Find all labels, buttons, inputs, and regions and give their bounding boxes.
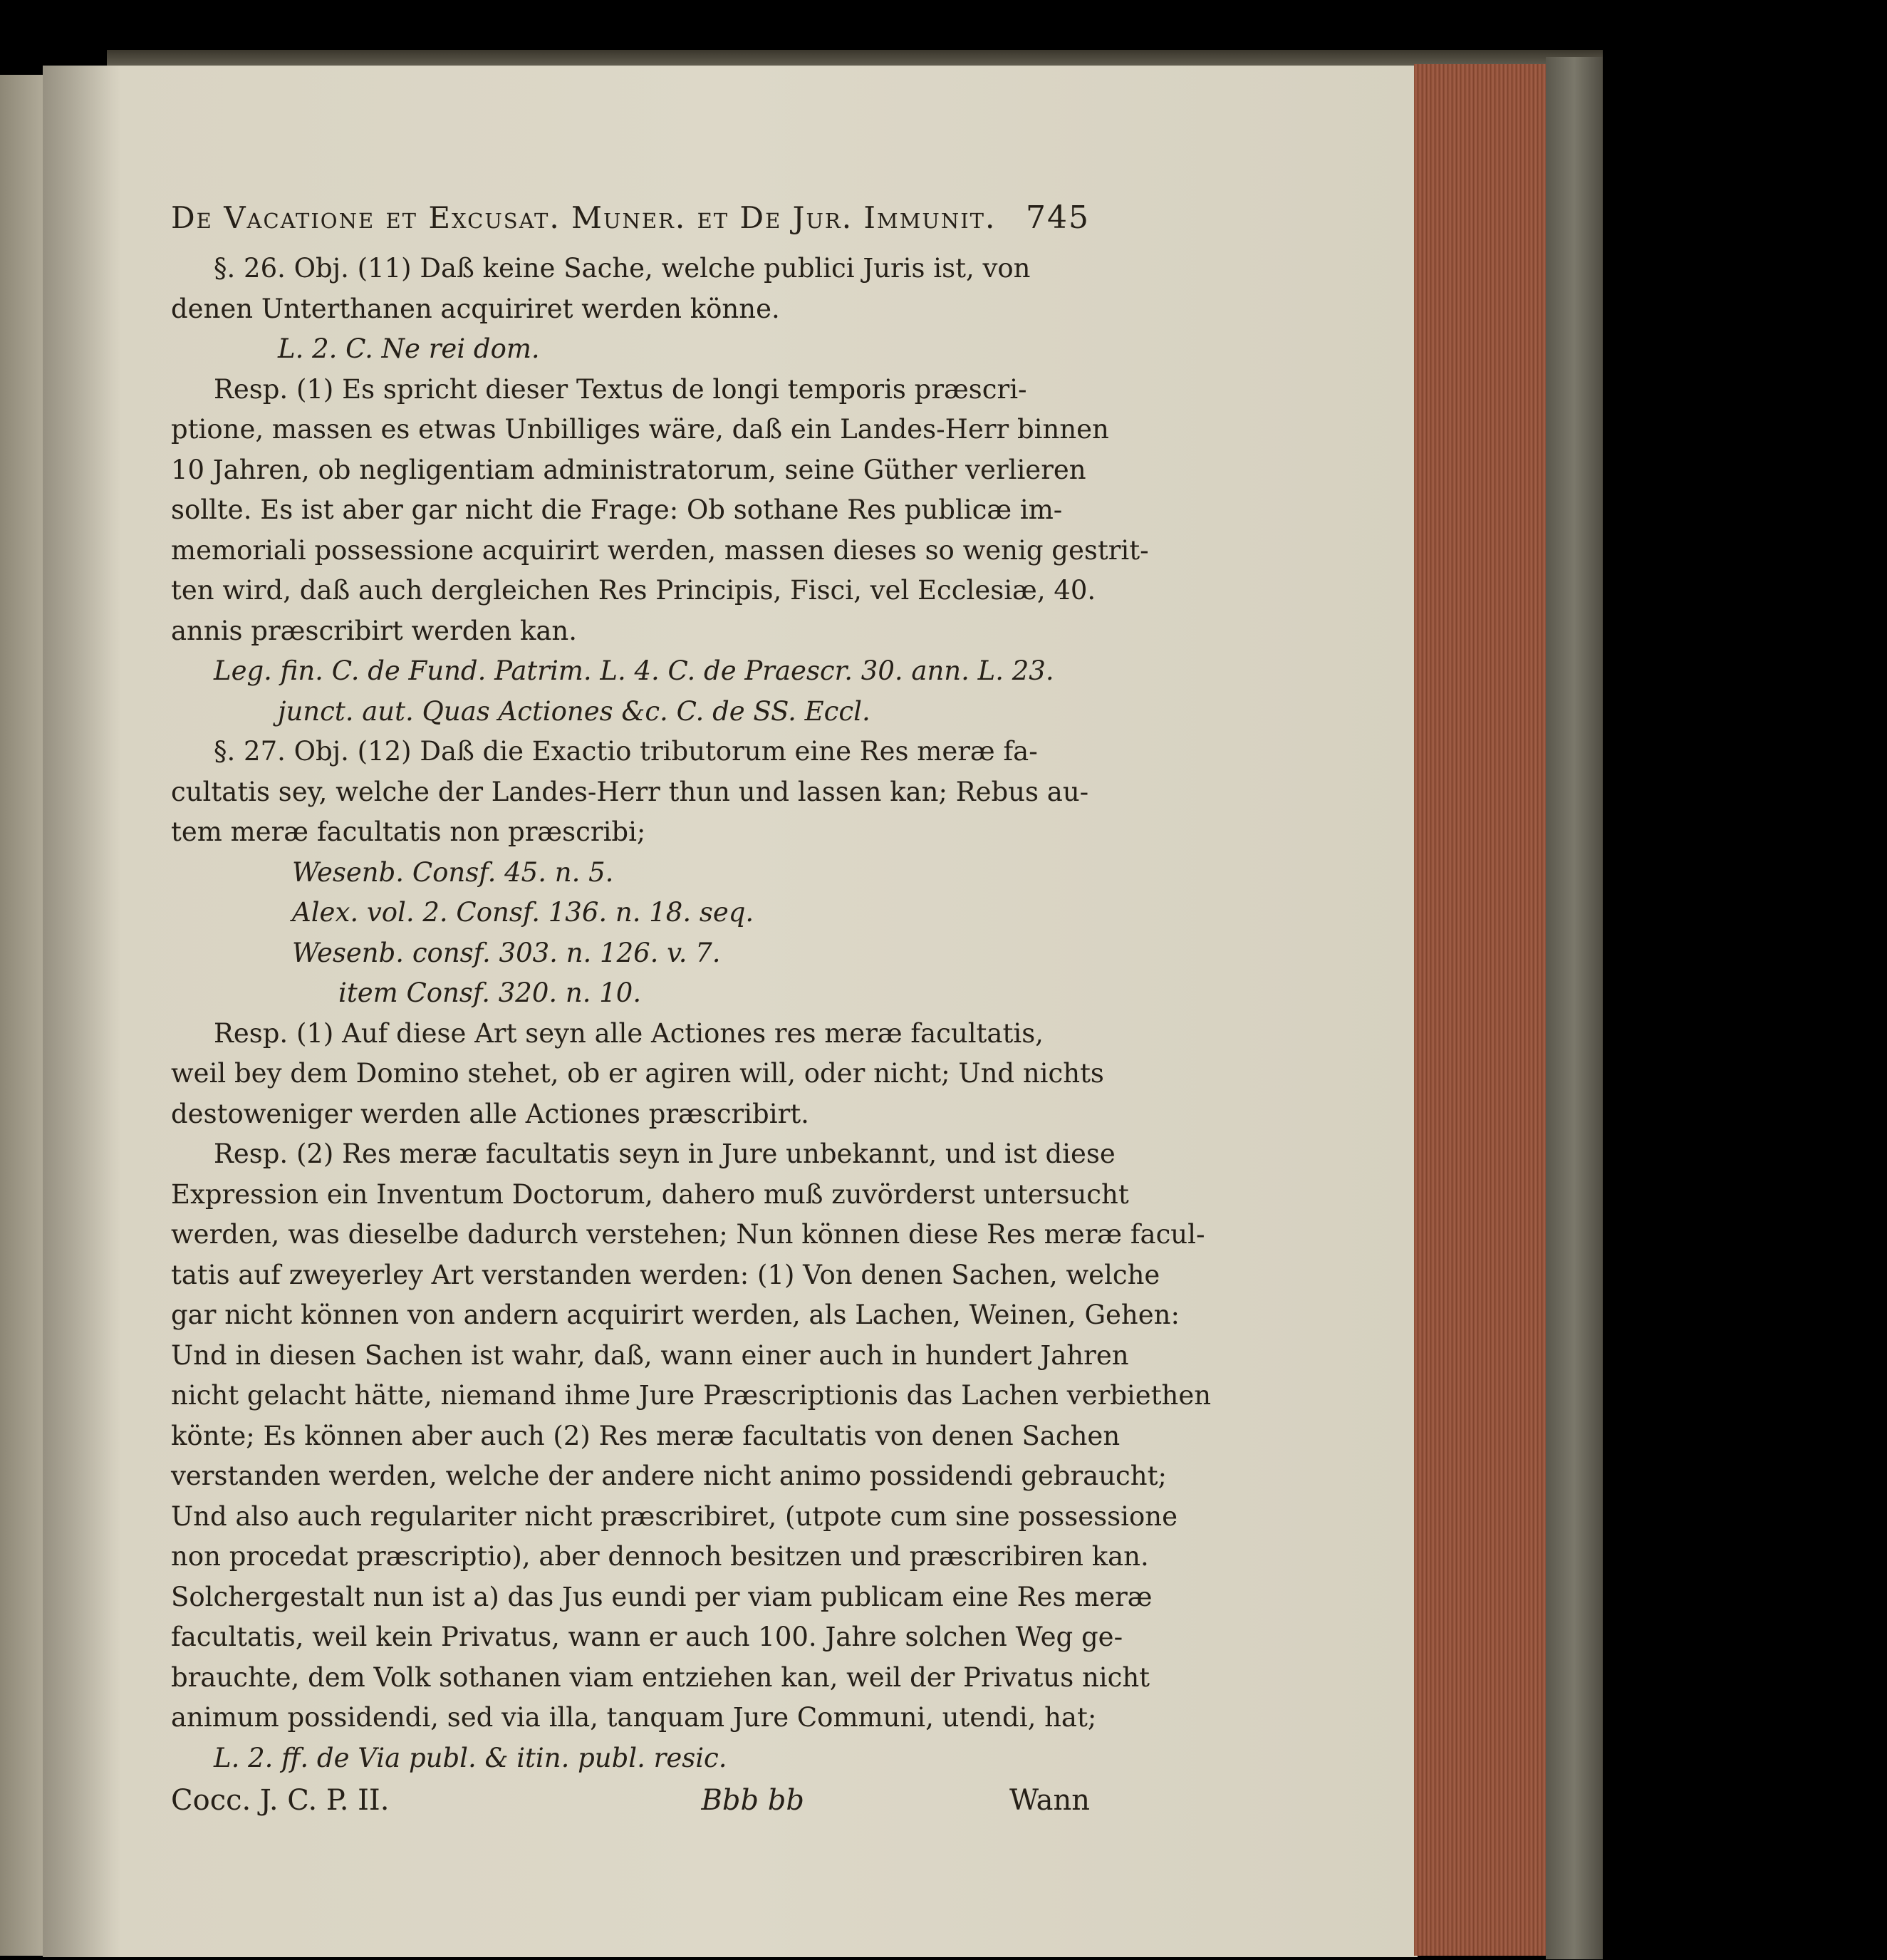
text-line: animum possidendi, sed via illa, tanquam Jure Communi, utendi, hat;: [171, 1702, 1097, 1733]
text-line: brauchte, dem Volk sothanen viam entziehen kan, weil der Privatus nicht: [171, 1661, 1150, 1693]
footer-volume-mark: Cocc. J. C. P. II.: [171, 1784, 390, 1817]
running-head: [171, 199, 1090, 236]
text-line: cultatis sey, welche der Landes-Herr thun und lassen kan; Rebus au-: [171, 776, 1089, 807]
citation-line: Leg. fin. C. de Fund. Patrim. L. 4. C. de Praescr. 30. ann. L. 23.: [214, 655, 1054, 686]
running-head-title: De Vacatione et Excusat. Muner. et De Jur. Immunit.: [171, 200, 997, 235]
text-line: sollte. Es ist aber gar nicht die Frage: Ob sothane Res publicæ im-: [171, 494, 1063, 525]
text-line: non procedat præscriptio), aber dennoch besitzen und præscribiren kan.: [171, 1541, 1149, 1572]
text-line: ptione, massen es etwas Unbilliges wäre, daß ein Landes-Herr binnen: [171, 414, 1109, 445]
body-text: [171, 249, 1212, 1778]
page-footer: [171, 1784, 1090, 1817]
text-line: Resp. (2) Res meræ facultatis seyn in Jure unbekannt, und ist diese: [214, 1139, 1116, 1169]
text-line: memoriali possessione acquirirt werden, massen dieses so wenig gestrit-: [171, 534, 1149, 566]
citation-line: Alex. vol. 2. Consf. 136. n. 18. seq.: [292, 897, 754, 928]
text-line: Und also auch regulariter nicht præscribiret, (utpote cum sine possessione: [171, 1500, 1178, 1532]
text-line: §. 26. Obj. (11) Daß keine Sache, welche publici Juris ist, von: [214, 253, 1031, 284]
text-line: gar nicht können von andern acquirirt werden, als Lachen, Weinen, Gehen:: [171, 1300, 1180, 1330]
text-line: §. 27. Obj. (12) Daß die Exactio tributorum eine Res meræ fa-: [214, 736, 1038, 767]
page-number: 745: [1026, 199, 1090, 236]
text-line: werden, was dieselbe dadurch verstehen; Nun können diese Res meræ facul-: [171, 1219, 1205, 1250]
text-line: nicht gelacht hätte, niemand ihme Jure Præscriptionis das Lachen verbiethen: [171, 1380, 1212, 1411]
text-line: Expression ein Inventum Doctorum, dahero muß zuvörderst untersucht: [171, 1178, 1129, 1210]
text-line: weil bey dem Domino stehet, ob er agiren will, oder nicht; Und nichts: [171, 1058, 1104, 1089]
citation-line: Wesenb. consf. 303. n. 126. v. 7.: [292, 937, 721, 968]
text-line: Resp. (1) Es spricht dieser Textus de longi temporis præscri-: [214, 373, 1027, 405]
gutter-shadow: [43, 66, 121, 1957]
text-line: tatis auf zweyerley Art verstanden werden: (1) Von denen Sachen, welche: [171, 1259, 1160, 1290]
text-line: facultatis, weil kein Privatus, wann er auch 100. Jahre solchen Weg ge-: [171, 1622, 1123, 1652]
citation-line: Wesenb. Consf. 45. n. 5.: [292, 856, 614, 888]
book-cover-edge: [1546, 57, 1603, 1959]
catchword: Wann: [1009, 1784, 1090, 1817]
text-line: Und in diesen Sachen ist wahr, daß, wann einer auch in hundert Jahren: [171, 1339, 1129, 1371]
text-line: verstanden werden, welche der andere nicht animo possidendi gebraucht;: [171, 1461, 1167, 1491]
citation-line: L. 2. C. Ne rei dom.: [278, 333, 540, 364]
page-block-edges: [1414, 64, 1549, 1956]
citation-line: item Consf. 320. n. 10.: [338, 978, 642, 1008]
text-line: 10 Jahren, ob negligentiam administratorum, seine Güther verlieren: [171, 454, 1086, 485]
citation-line: junct. aut. Quas Actiones &c. C. de SS. Eccl.: [278, 695, 870, 727]
text-line: destoweniger werden alle Actiones præscribirt.: [171, 1098, 809, 1129]
text-line: tem meræ facultatis non præscribi;: [171, 816, 646, 847]
text-line: Resp. (1) Auf diese Art seyn alle Actiones res meræ facultatis,: [214, 1017, 1044, 1049]
text-line: Solchergestalt nun ist a) das Jus eundi per viam publicam eine Res meræ: [171, 1581, 1153, 1612]
page-text-block: [171, 199, 1212, 1817]
text-line: denen Unterthanen acquiriret werden könne.: [171, 293, 780, 324]
citation-line: L. 2. ff. de Via publ. & itin. publ. resic.: [214, 1742, 727, 1773]
text-line: annis præscribirt werden kan.: [171, 615, 578, 646]
signature-mark: Bbb bb: [701, 1784, 804, 1817]
text-line: könte; Es können aber auch (2) Res meræ facultatis von denen Sachen: [171, 1420, 1121, 1451]
text-line: ten wird, daß auch dergleichen Res Principis, Fisci, vel Ecclesiæ, 40.: [171, 575, 1096, 606]
